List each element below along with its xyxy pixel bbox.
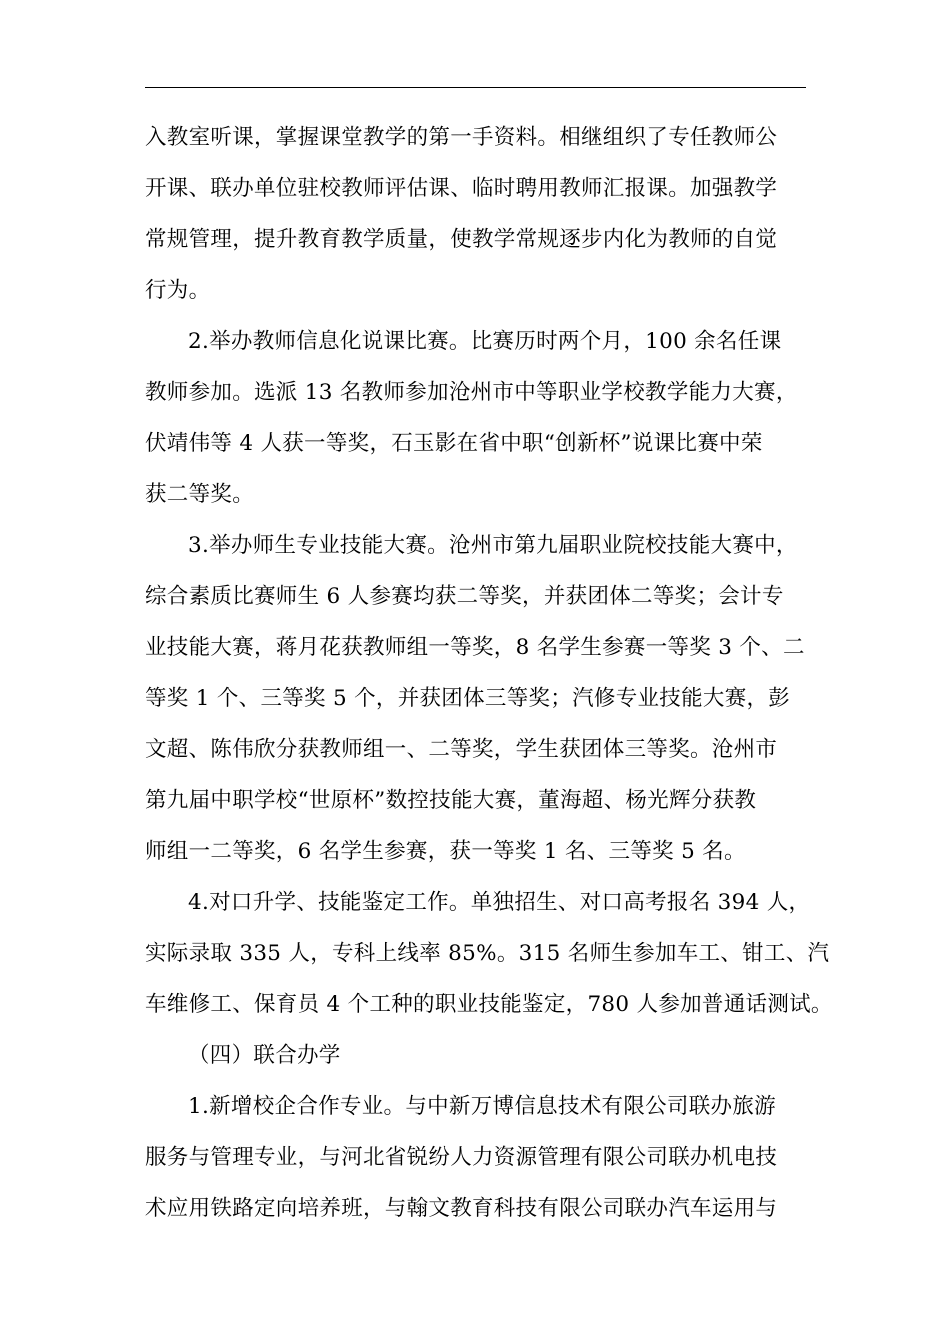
text-line: 入教室听课，掌握课堂教学的第一手资料。相继组织了专任教师公 bbox=[145, 125, 778, 150]
text-line: 行为。 bbox=[145, 278, 211, 303]
text-line: 综合素质比赛师生 6 人参赛均获二等奖，并获团体二等奖；会计专 bbox=[145, 584, 784, 609]
text-line: 第九届中职学校“世原杯”数控技能大赛，董海超、杨光辉分获教 bbox=[145, 788, 757, 813]
paragraph-start-line: 4.对口升学、技能鉴定工作。单独招生、对口高考报名 394 人， bbox=[188, 890, 811, 915]
text-line: 文超、陈伟欣分获教师组一、二等奖，学生获团体三等奖。沧州市 bbox=[145, 737, 778, 762]
text-line: 等奖 1 个、三等奖 5 个，并获团体三等奖；汽修专业技能大赛，彭 bbox=[145, 686, 791, 711]
text-line: 实际录取 335 人，专科上线率 85%。315 名师生参加车工、钳工、汽 bbox=[145, 941, 830, 966]
paragraph-start-line: 2.举办教师信息化说课比赛。比赛历时两个月，100 余名任课 bbox=[188, 329, 782, 354]
text-line: 伏靖伟等 4 人获一等奖，石玉影在省中职“创新杯”说课比赛中荣 bbox=[145, 431, 763, 456]
text-line: 师组一二等奖，6 名学生参赛，获一等奖 1 名、三等奖 5 名。 bbox=[145, 839, 746, 864]
text-line: 业技能大赛，蒋月花获教师组一等奖，8 名学生参赛一等奖 3 个、二 bbox=[145, 635, 805, 660]
paragraph-start-line: 1.新增校企合作专业。与中新万博信息技术有限公司联办旅游 bbox=[188, 1094, 776, 1119]
section-heading: （四）联合办学 bbox=[188, 1043, 341, 1068]
header-rule bbox=[145, 87, 806, 88]
text-line: 开课、联办单位驻校教师评估课、临时聘用教师汇报课。加强教学 bbox=[145, 176, 778, 201]
text-line: 教师参加。选派 13 名教师参加沧州市中等职业学校教学能力大赛， bbox=[145, 380, 798, 405]
text-line: 获二等奖。 bbox=[145, 482, 255, 507]
document-body bbox=[145, 118, 833, 1240]
text-line: 车维修工、保育员 4 个工种的职业技能鉴定，780 人参加普通话测试。 bbox=[145, 992, 833, 1017]
text-line: 常规管理，提升教育教学质量，使教学常规逐步内化为教师的自觉 bbox=[145, 227, 778, 252]
paragraph-start-line: 3.举办师生专业技能大赛。沧州市第九届职业院校技能大赛中， bbox=[188, 533, 798, 558]
text-line: 术应用铁路定向培养班，与翰文教育科技有限公司联办汽车运用与 bbox=[145, 1196, 778, 1221]
text-line: 服务与管理专业，与河北省锐纷人力资源管理有限公司联办机电技 bbox=[145, 1145, 778, 1170]
